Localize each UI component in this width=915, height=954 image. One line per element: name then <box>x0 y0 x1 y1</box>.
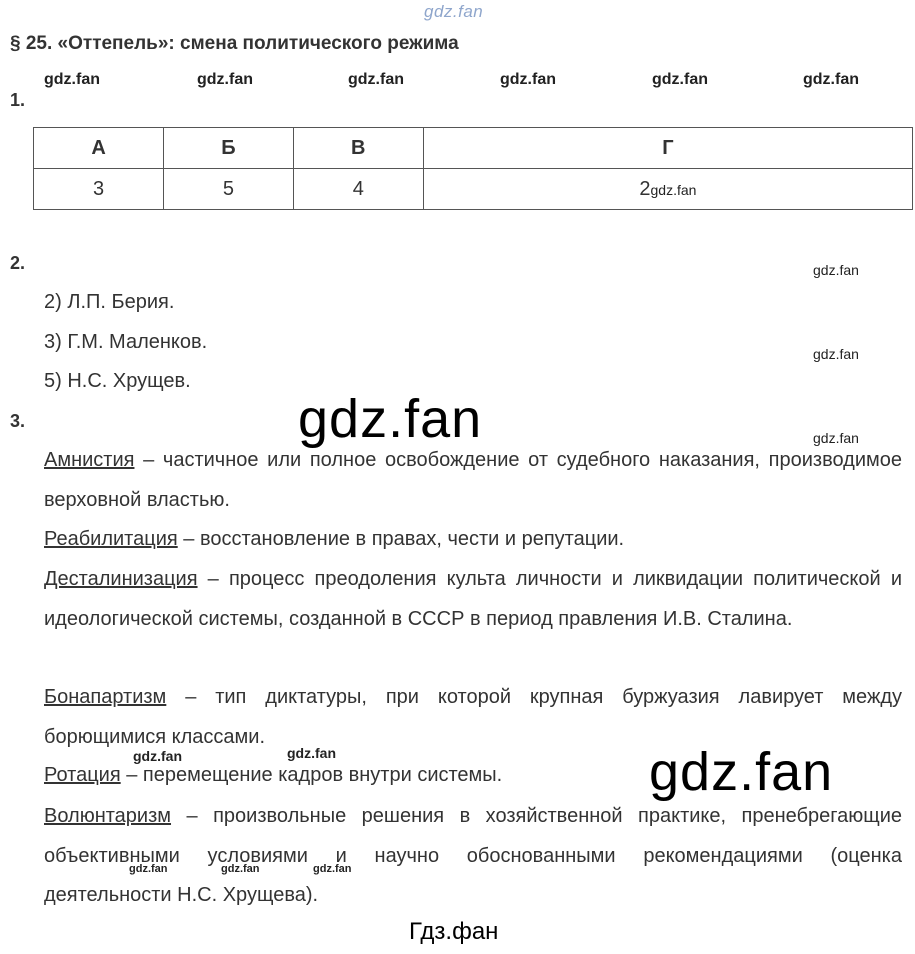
watermark: gdz.fan <box>813 430 859 446</box>
definition-text: – восстановление в правах, чести и репутации. <box>177 528 625 550</box>
answer-table-header-row <box>34 128 913 169</box>
term: Десталинизация <box>44 568 198 590</box>
definition-text: – тип диктатуры, при которой крупная буржуазия лавирует между борющимися классами. <box>44 686 902 748</box>
answer-table-value-row <box>34 169 913 210</box>
question-number-3: 3. <box>10 411 26 431</box>
term: Ротация <box>44 764 121 786</box>
definition-destalinization <box>44 560 902 639</box>
table-header-cell: Б <box>164 128 294 169</box>
definition-text: – произвольные решения в хозяйственной практике, пренебрегающие объективными условиями и научно обоснованными рекомендациями (оценка деятельности Н.С. Хрущева). <box>44 805 902 906</box>
watermark: gdz.fan <box>129 863 168 875</box>
table-cell: 4 <box>293 169 423 210</box>
term: Бонапартизм <box>44 686 167 708</box>
answer-table <box>33 127 913 210</box>
watermark: gdz.fan <box>133 748 182 764</box>
watermark: gdz.fan <box>813 346 859 362</box>
watermark: gdz.fan <box>348 71 404 88</box>
term: Волюнтаризм <box>44 805 172 827</box>
definition-text: – перемещение кадров внутри системы. <box>120 764 503 786</box>
list-item: 3) Г.М. Маленков. <box>44 331 208 353</box>
table-cell-value: 2 <box>639 177 651 200</box>
question-number-1: 1. <box>10 90 26 110</box>
definition-text: – частичное или полное освобождение от судебного наказания, производимое верховной властью. <box>44 449 902 511</box>
watermark-large: gdz.fan <box>298 389 483 449</box>
definition-amnesty <box>44 441 902 520</box>
definition-text: – процесс преодоления культа личности и ликвидации политической и идеологической системы, созданной в СССР в период правления И.В. Сталина. <box>44 568 902 630</box>
watermark: gdz.fan <box>287 745 336 761</box>
definition-voluntarism <box>44 797 902 916</box>
table-cell: 5 <box>164 169 294 210</box>
watermark: gdz.fan <box>652 71 708 88</box>
question-number-2: 2. <box>10 253 26 273</box>
page-title: § 25. «Оттепель»: смена политического режима <box>10 33 459 54</box>
watermark: gdz.fan <box>197 71 253 88</box>
watermark: gdz.fan <box>313 863 352 875</box>
table-cell: 3 <box>34 169 164 210</box>
term: Амнистия <box>44 449 135 471</box>
watermark-large: gdz.fan <box>649 742 834 802</box>
watermark: gdz.fan <box>221 863 260 875</box>
table-header-cell: Г <box>423 128 912 169</box>
watermark: gdz.fan <box>44 71 100 88</box>
watermark: gdz.fan <box>500 71 556 88</box>
definition-rehabilitation <box>44 520 902 560</box>
list-item: 5) Н.С. Хрущев. <box>44 370 191 392</box>
watermark: gdz.fan <box>813 262 859 278</box>
footer-text: Гдз.фан <box>409 918 499 945</box>
list-item: 2) Л.П. Берия. <box>44 291 175 313</box>
watermark: gdz.fan <box>803 71 859 88</box>
watermark: gdz.fan <box>650 181 697 198</box>
watermark-top: gdz.fan <box>424 2 484 21</box>
table-cell <box>423 169 912 210</box>
term: Реабилитация <box>44 528 178 550</box>
table-header-cell: В <box>293 128 423 169</box>
table-header-cell: А <box>34 128 164 169</box>
